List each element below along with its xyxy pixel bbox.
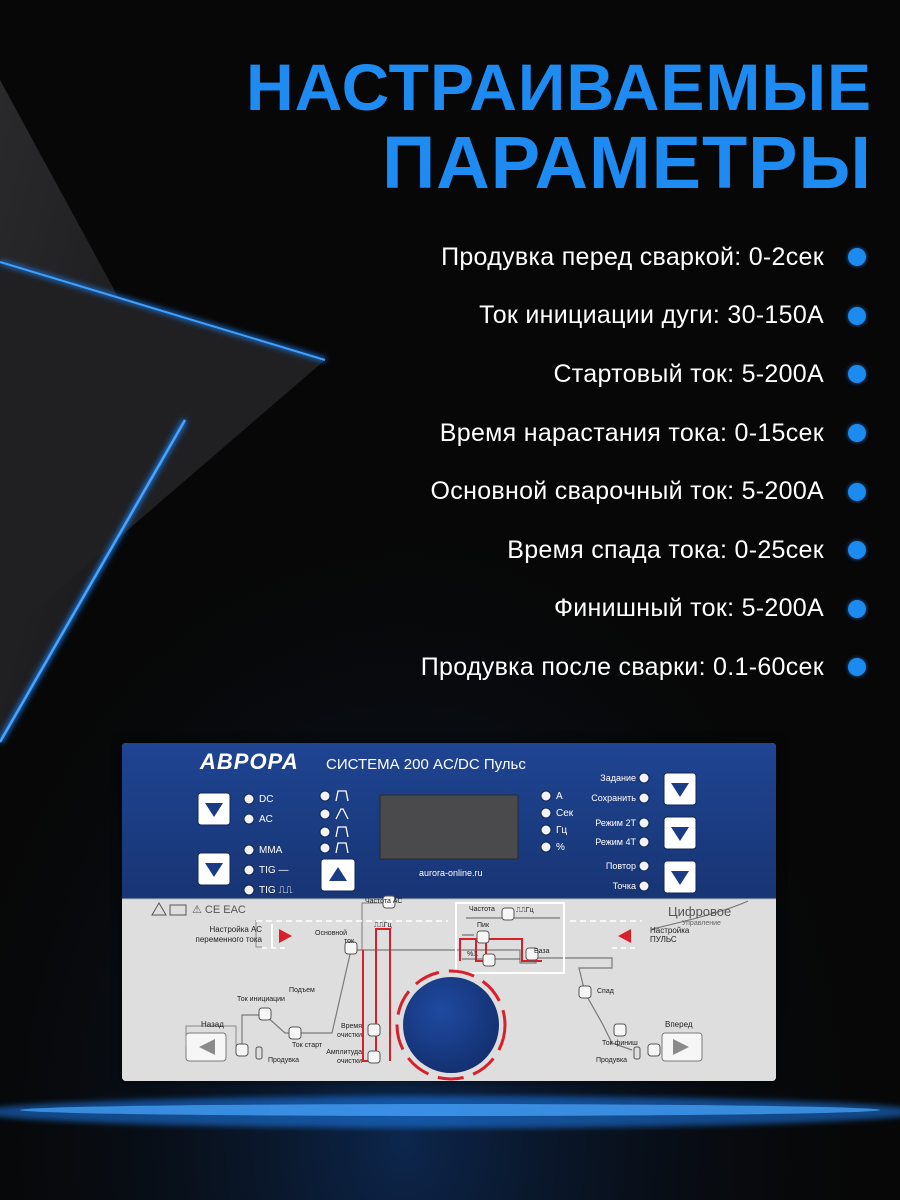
bullet-dot-icon [848,424,866,442]
website: aurora-online.ru [419,868,483,878]
list-item [421,345,866,404]
param-label: Время спада тока: 0-25сек [507,535,824,564]
post-gas-label: Продувка [596,1057,628,1064]
lcd-display [380,795,518,859]
list-item [421,404,866,463]
task-label: Задание [600,773,636,783]
back-button[interactable] [186,1033,226,1061]
bullet-dot-icon [848,307,866,325]
dc-label: DC [259,794,274,805]
clean-time-label-1: Время [340,1023,362,1030]
bullet-dot-icon [848,365,866,383]
digital-logo-line2: Управление [682,920,721,927]
param-label: Продувка после сварки: 0.1-60сек [420,652,824,681]
param-label: Стартовый ток: 5-200А [553,359,824,388]
tig-pulse-label: TIG ⎍⎍ [259,885,293,896]
forward-button[interactable] [662,1033,702,1061]
page-title-line2: ПАРАМЕТРЫ [382,121,872,204]
back-label: Назад [201,1020,224,1029]
rise-label: Подъем [289,987,315,994]
repeat-spot-button[interactable] [664,861,696,893]
base-label: База [534,948,550,955]
repeat-label: Повтор [605,861,636,871]
ignition-label: Ток инициации [237,996,285,1003]
welder-control-panel [122,743,776,1081]
clean-amp-label-1: Амплитуда [326,1049,362,1056]
up-arrow-button[interactable] [321,859,355,891]
ac-label: AC [259,814,273,825]
start-current-label: Ток старт [292,1042,323,1049]
ac-frequency-icon: ⎍⎍Гц [374,922,392,929]
bullet-dot-icon [848,483,866,501]
trigger-mode-button[interactable] [664,817,696,849]
mode-2t-label: Режим 2Т [595,818,636,828]
forward-label: Вперед [665,1020,693,1029]
ac-setup-label-1: Настройка АС [209,925,262,934]
page-title-line1: НАСТРАИВАЕМЫЕ [245,50,872,124]
param-label: Продувка перед сваркой: 0-2сек [441,242,824,271]
unit-amp-label: A [556,791,563,802]
unit-percent-label: % [556,842,565,853]
main-current-label-2: ток [344,938,355,945]
param-label: Время нарастания тока: 0-15сек [439,418,824,447]
list-item [421,638,866,697]
list-item [421,580,866,639]
frequency-icon: ⎍⎍Гц [516,907,534,914]
param-label: Ток инициации дуги: 30-150А [479,301,824,330]
mode-button[interactable] [198,853,230,885]
memory-button[interactable] [664,773,696,805]
main-current-label-1: Основной [315,930,348,937]
model-name: СИСТЕМА 200 AC/DC Пульс [326,756,526,773]
tig-label: TIG — [259,865,289,876]
frequency-label: Частота [469,906,495,913]
spot-label: Точка [612,881,636,891]
ac-frequency-label: Частота АС [365,898,403,905]
list-item [421,228,866,287]
finish-current-label: Ток финиш [602,1040,638,1047]
current-type-button[interactable] [198,793,230,825]
bullet-dot-icon [848,658,866,676]
bullet-dot-icon [848,600,866,618]
list-item [421,521,866,580]
bullet-dot-icon [848,248,866,266]
mma-label: MMA [259,845,283,856]
peak-label: Пик [477,922,490,929]
pre-gas-label: Продувка [268,1057,300,1064]
pulse-setup-label-1: Настройка [650,926,690,935]
clean-amp-label-2: очистки [337,1058,362,1065]
param-label: Основной сварочный ток: 5-200А [430,477,824,506]
clean-time-label-2: очистки [337,1032,362,1039]
bullet-dot-icon [848,541,866,559]
mode-4t-label: Режим 4Т [595,837,636,847]
save-label: Сохранить [591,793,636,803]
list-item [421,287,866,346]
list-item [421,462,866,521]
encoder-knob[interactable] [403,977,499,1073]
param-label: Финишный ток: 5-200А [553,594,824,623]
decay-label: Спад [597,988,614,995]
digital-logo-line1: Цифровое [668,904,732,919]
cert-marks: ⚠ CE EAC [192,904,246,916]
ac-setup-label-2: переменного тока [195,935,262,944]
brand-logo: АВРОРА [200,749,299,774]
parameter-list [421,228,866,697]
unit-hz-label: Гц [556,825,568,836]
unit-sec-label: Сек [556,808,574,819]
pulse-percent-label: %⎍ [467,951,479,958]
pulse-setup-label-2: ПУЛЬС [650,935,677,944]
